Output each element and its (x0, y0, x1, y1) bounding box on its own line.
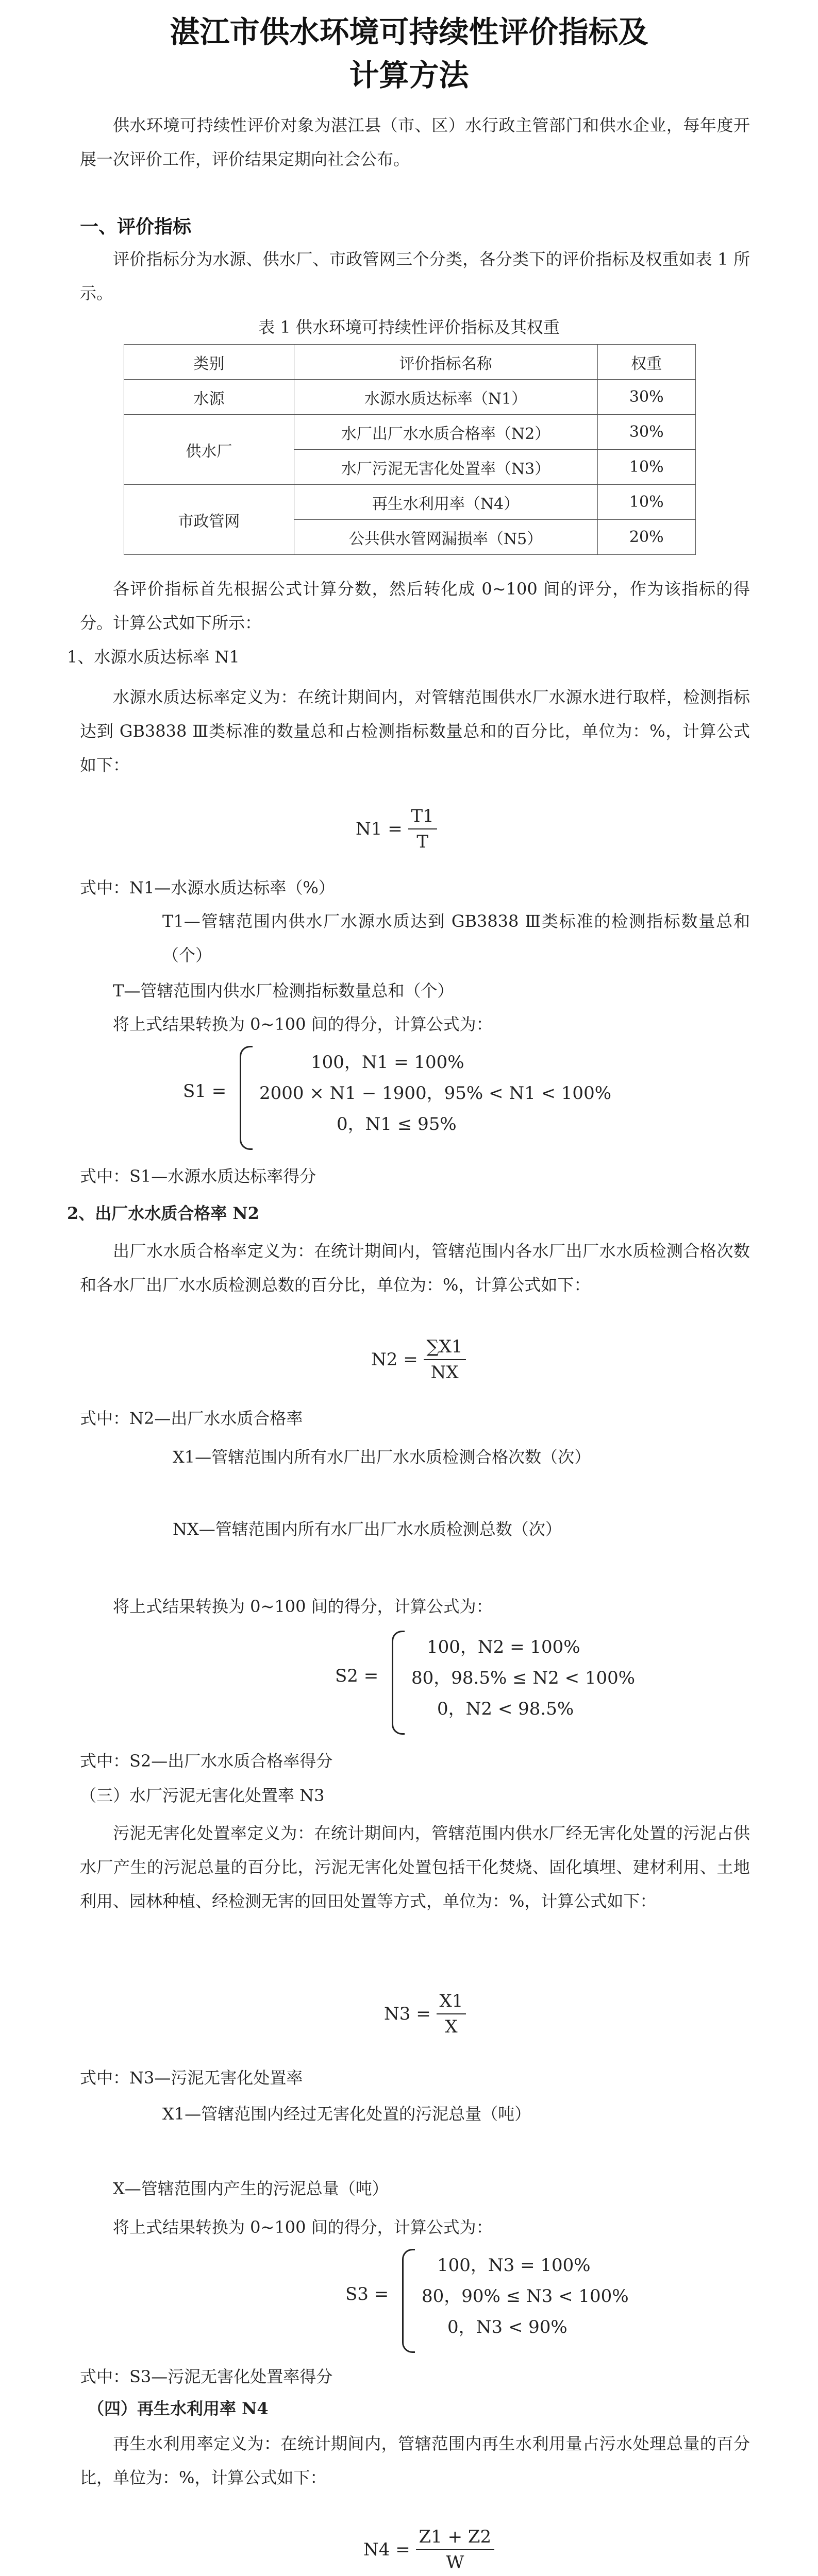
table1-category-cell: 市政管网 (124, 485, 294, 555)
n2-where4: 式中：S2—出厂水水质合格率得分 (80, 1751, 333, 1771)
n4-formula (363, 2524, 494, 2575)
n3-heading: （三）水厂污泥无害化处置率 N3 (80, 1786, 325, 1805)
s1-brace (240, 1046, 253, 1150)
document-title: 湛江市供水环境可持续性评价指标及 (170, 14, 648, 49)
n1-fraction (408, 804, 437, 854)
s3-case3: 0，N3 < 90% (447, 2317, 567, 2337)
n4-numerator: Z1 + Z2 (416, 2524, 495, 2550)
n1-numerator: T1 (408, 804, 437, 829)
table1-indicator-cell: 水厂污泥无害化处置率（N3） (294, 450, 597, 485)
table1-indicator-cell: 公共供水管网漏损率（N5） (294, 520, 597, 555)
calc-intro-paragraph: 各评价指标首先根据公式计算分数，然后转化成 0~100 间的评分，作为该指标的得分。计算公式如下所示： (80, 579, 750, 633)
n4-definition: 再生水利用率定义为：在统计期间内，管辖范围内再生水利用量占污水处理总量的百分比，单位为：%，计算公式如下： (80, 2434, 750, 2487)
table1-weight-cell: 10% (597, 485, 695, 520)
table1 (124, 344, 696, 555)
n1-convert: 将上式结果转换为 0~100 间的得分，计算公式为： (113, 1014, 493, 1034)
s2-case3: 0，N2 < 98.5% (437, 1699, 574, 1719)
n2-where2: X1—管辖范围内所有水厂出厂水水质检测合格次数（次） (173, 1447, 591, 1467)
n3-where3: X—管辖范围内产生的污泥总量（吨） (113, 2179, 389, 2198)
n2-where1: 式中：N2—出厂水水质合格率 (80, 1409, 303, 1428)
table1-header-cell: 类别 (124, 345, 294, 380)
n2-fraction (424, 1334, 466, 1385)
n3-where2: X1—管辖范围内经过无害化处置的污泥总量（吨） (162, 2104, 531, 2124)
n1-where4: 式中：S1—水源水质达标率得分 (80, 1166, 316, 1186)
table1-header-cell: 评价指标名称 (294, 345, 597, 380)
n2-formula (371, 1334, 466, 1385)
n3-numerator: X1 (437, 1989, 466, 2014)
n4-denominator: W (446, 2552, 464, 2573)
n3-fraction (437, 1989, 466, 2039)
n1-definition: 水源水质达标率定义为：在统计期间内，对管辖范围供水厂水源水进行取样，检测指标达到 GB3838 Ⅲ类标准的数量总和占检测指标数量总和的百分比，单位为：%，计算公式如下： (80, 687, 750, 775)
n1-where2: T1—管辖范围内供水厂水源水质达到 GB3838 Ⅲ类标准的检测指标数量总和（个） (162, 911, 750, 965)
table1-weight-cell: 20% (597, 520, 695, 555)
table1-weight-cell: 30% (597, 415, 695, 450)
n2-denominator: NX (430, 1362, 459, 1383)
section1-heading: 一、评价指标 (80, 216, 192, 238)
n1-denominator: T (416, 832, 428, 852)
table1-category-cell: 水源 (124, 380, 294, 415)
section1-paragraph: 评价指标分为水源、供水厂、市政管网三个分类，各分类下的评价指标及权重如表 1 所示。 (80, 249, 750, 303)
s3-lhs: S3 = (345, 2284, 389, 2304)
n1-heading: 1、水源水质达标率 N1 (67, 647, 240, 667)
table1-indicator-cell: 水厂出厂水水质合格率（N2） (294, 415, 597, 450)
s2-brace (392, 1631, 405, 1735)
s1-case1: 100，N1 = 100% (311, 1052, 464, 1073)
n4-fraction (416, 2524, 495, 2575)
n4-heading: （四）再生水利用率 N4 (88, 2399, 269, 2418)
document-title-line2: 计算方法 (349, 58, 469, 93)
n2-definition: 出厂水水质合格率定义为：在统计期间内，管辖范围内各水厂出厂水水质检测合格次数和各水厂出厂水水质检测总数的百分比，单位为：%，计算公式如下： (80, 1241, 750, 1295)
intro-paragraph: 供水环境可持续性评价对象为湛江县（市、区）水行政主管部门和供水企业，每年度开展一次评价工作，评价结果定期向社会公布。 (80, 115, 750, 169)
table1-weight-cell: 30% (597, 380, 695, 415)
s3-case1: 100，N3 = 100% (437, 2255, 591, 2276)
n2-numerator: ∑X1 (424, 1334, 466, 1360)
n3-formula (384, 1989, 466, 2039)
n4-formula-lhs: N4 = (363, 2539, 410, 2560)
s2-lhs: S2 = (335, 1666, 379, 1686)
s1-case3: 0，N1 ≤ 95% (337, 1114, 457, 1134)
table1-caption: 表 1 供水环境可持续性评价指标及其权重 (258, 317, 560, 337)
table1-category-cell: 供水厂 (124, 415, 294, 485)
n1-where3: T—管辖范围内供水厂检测指标数量总和（个） (113, 981, 454, 1001)
n2-convert: 将上式结果转换为 0~100 间的得分，计算公式为： (113, 1597, 493, 1616)
table1-indicator-cell: 再生水利用率（N4） (294, 485, 597, 520)
s2-case2: 80，98.5% ≤ N2 < 100% (411, 1668, 636, 1688)
n2-formula-lhs: N2 = (371, 1349, 418, 1370)
table1-header-cell: 权重 (597, 345, 695, 380)
n1-where1: 式中：N1—水源水质达标率（%） (80, 878, 335, 897)
n3-where1: 式中：N3—污泥无害化处置率 (80, 2068, 303, 2088)
table1-weight-cell: 10% (597, 450, 695, 485)
n1-formula (356, 804, 437, 854)
n2-heading: 2、出厂水水质合格率 N2 (67, 1204, 259, 1223)
n3-formula-lhs: N3 = (384, 2004, 431, 2024)
s1-case2: 2000 × N1 − 1900，95% < N1 < 100% (259, 1083, 612, 1104)
s3-case2: 80，90% ≤ N3 < 100% (422, 2286, 629, 2307)
n2-where3: NX—管辖范围内所有水厂出厂水水质检测总数（次） (173, 1519, 562, 1539)
n3-convert: 将上式结果转换为 0~100 间的得分，计算公式为： (113, 2217, 493, 2237)
n3-definition: 污泥无害化处置率定义为：在统计期间内，管辖范围内供水厂经无害化处置的污泥占供水厂产生的污泥总量的百分比，污泥无害化处置包括干化焚烧、固化填埋、建材利用、土地利用、园林种植、经检测无害的回田处置等方式，单位为：%，计算公式如下： (80, 1823, 750, 1911)
s1-lhs: S1 = (183, 1081, 227, 1101)
s3-brace (402, 2249, 415, 2353)
n1-formula-lhs: N1 = (356, 819, 403, 839)
n3-where4: 式中：S3—污泥无害化处置率得分 (80, 2367, 333, 2386)
table1-indicator-cell: 水源水质达标率（N1） (294, 380, 597, 415)
n3-denominator: X (445, 2016, 458, 2037)
s2-case1: 100，N2 = 100% (427, 1637, 580, 1657)
